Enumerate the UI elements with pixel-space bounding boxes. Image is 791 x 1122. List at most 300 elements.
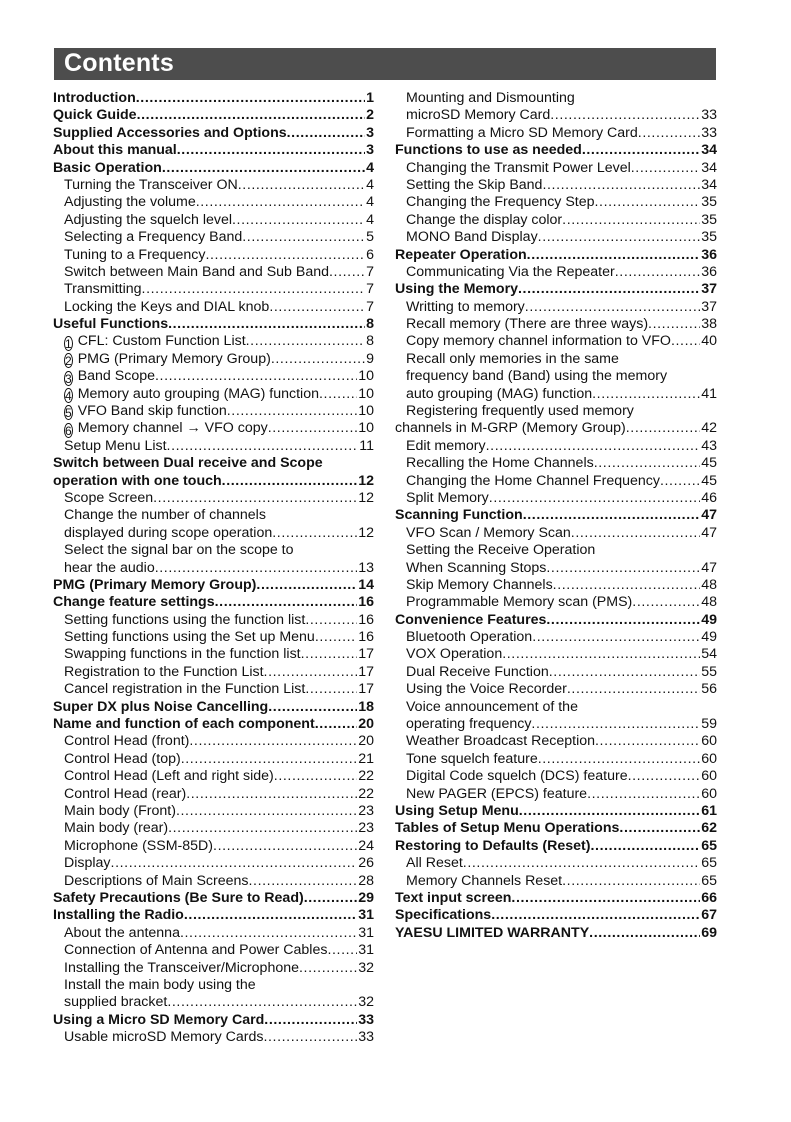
- toc-entry-page: 66: [701, 889, 717, 906]
- toc-entry-title: About this manual: [53, 142, 177, 159]
- toc-entry-title: Control Head (Left and right side): [64, 768, 274, 785]
- toc-entry-page: 16: [358, 594, 374, 611]
- toc-entry-title: auto grouping (MAG) function: [406, 385, 593, 402]
- contents-banner: [54, 48, 716, 80]
- toc-entry: [53, 542, 374, 559]
- toc-entry: [395, 125, 717, 142]
- toc-entry: [53, 873, 374, 890]
- toc-entry: [53, 855, 374, 872]
- toc-entry-page: 33: [358, 1011, 374, 1028]
- dot-leader: [287, 125, 365, 142]
- toc-entry-title: displayed during scope operation: [64, 524, 273, 541]
- toc-entry-page: 17: [358, 663, 374, 680]
- toc-entry: [53, 229, 374, 246]
- toc-entry: [53, 786, 374, 803]
- toc-entry-title: Scanning Function: [395, 507, 523, 524]
- toc-entry: [53, 107, 374, 124]
- toc-entry: [395, 455, 717, 472]
- toc-entry-page: 65: [701, 855, 717, 872]
- toc-entry: [53, 1029, 374, 1046]
- toc-entry-title: Using a Micro SD Memory Card: [53, 1011, 265, 1028]
- toc-entry-title: operation with one touch: [53, 472, 222, 489]
- dot-leader: [562, 212, 700, 229]
- toc-entry-title: Communicating Via the Repeater: [406, 263, 615, 280]
- circled-number-icon: 1: [65, 336, 72, 351]
- toc-entry-title: VFO Band skip function: [77, 403, 227, 420]
- dot-leader: [592, 386, 700, 403]
- toc-entry: [395, 473, 717, 490]
- toc-entry-title: About the antenna: [64, 924, 180, 941]
- toc-entry: [53, 351, 374, 368]
- toc-entry-page: 33: [701, 107, 717, 124]
- dot-leader: [523, 507, 701, 524]
- toc-entry-title: Convenience Features: [395, 611, 547, 628]
- toc-entry-title: Switch between Main Band and Sub Band: [64, 263, 330, 280]
- toc-entry-title: supplied bracket: [64, 994, 168, 1011]
- toc-entry: [53, 577, 374, 594]
- toc-entry-page: 11: [359, 437, 374, 454]
- toc-entry: [53, 942, 374, 959]
- toc-entry-page: 9: [366, 350, 374, 367]
- toc-entry: [53, 907, 374, 924]
- toc-entry-title: Memory Channels Reset: [406, 872, 563, 889]
- toc-entry: [53, 803, 374, 820]
- circled-number-icon: 5: [65, 406, 72, 421]
- dot-leader: [582, 142, 700, 159]
- dot-leader: [491, 907, 700, 924]
- toc-entry-title: Microphone (SSM-85D): [64, 837, 214, 854]
- toc-entry-title: VOX Operation: [406, 646, 503, 663]
- toc-entry-page: 14: [358, 576, 374, 593]
- dot-leader: [215, 594, 358, 611]
- toc-entry-page: 60: [701, 785, 717, 802]
- toc-entry: [395, 681, 717, 698]
- toc-entry: [395, 490, 717, 507]
- toc-entry: [395, 525, 717, 542]
- toc-entry: [395, 820, 717, 837]
- toc-entry-title: Weather Broadcast Reception: [406, 733, 596, 750]
- dot-leader: [213, 838, 357, 855]
- toc-entry-title: Control Head (front): [64, 733, 190, 750]
- toc-entry-page: 13: [358, 559, 374, 576]
- dot-leader: [268, 420, 358, 437]
- dot-leader: [567, 681, 700, 698]
- toc-entry: [53, 733, 374, 750]
- toc-entry: [53, 716, 374, 733]
- toc-entry-page: 48: [701, 594, 717, 611]
- toc-entry-page: 22: [358, 785, 374, 802]
- dot-leader: [268, 699, 357, 716]
- dot-leader: [595, 733, 700, 750]
- toc-entry: [395, 768, 717, 785]
- toc-entry-page: 10: [358, 368, 374, 385]
- toc-entry-title: All Reset: [406, 855, 463, 872]
- toc-entry-title: Dual Receive Function: [406, 663, 549, 680]
- toc-entry-title: Registration to the Function List: [64, 663, 264, 680]
- toc-entry-page: 12: [358, 472, 374, 489]
- toc-entry-page: 35: [701, 229, 717, 246]
- toc-entry-page: 1: [366, 89, 374, 106]
- dot-leader: [571, 525, 700, 542]
- toc-entry-title: YAESU LIMITED WARRANTY: [395, 924, 590, 941]
- toc-entry: [53, 455, 374, 472]
- toc-entry: [395, 925, 717, 942]
- toc-entry-title: Repeater Operation: [395, 246, 527, 263]
- toc-entry-page: 4: [366, 194, 374, 211]
- toc-entry: [53, 90, 374, 107]
- toc-entry: [395, 664, 717, 681]
- toc-entry: [395, 542, 717, 559]
- toc-entry-page: 33: [358, 1029, 374, 1046]
- dot-leader: [246, 333, 365, 350]
- toc-entry-title: Skip Memory Channels: [406, 576, 553, 593]
- toc-entry-title: Copy memory channel information to VFO: [406, 333, 671, 350]
- toc-entry: [53, 299, 374, 316]
- toc-entry: [53, 281, 374, 298]
- toc-entry-title: Descriptions of Main Screens: [64, 872, 249, 889]
- dot-leader: [264, 1012, 357, 1029]
- toc-entry-page: 18: [358, 698, 374, 715]
- toc-entry-page: 49: [701, 629, 717, 646]
- toc-entry: [53, 247, 374, 264]
- dot-leader: [531, 716, 700, 733]
- dot-leader: [111, 855, 358, 872]
- toc-entry-title: Install the main body using the: [64, 976, 256, 993]
- toc-entry-title: Tables of Setup Menu Operations: [395, 820, 620, 837]
- dot-leader: [619, 820, 700, 837]
- toc-entry-page: 10: [358, 403, 374, 420]
- dot-leader: [532, 629, 700, 646]
- toc-entry-page: 43: [701, 437, 717, 454]
- toc-entry-page: 47: [701, 559, 717, 576]
- toc-entry: [53, 403, 374, 420]
- dot-leader: [249, 873, 358, 890]
- toc-entry-page: 2: [366, 107, 374, 124]
- dot-leader: [155, 368, 357, 385]
- toc-entry-title: Changing the Frequency Step: [406, 194, 595, 211]
- dot-leader: [638, 125, 700, 142]
- toc-entry-title: Split Memory: [406, 489, 489, 506]
- toc-entry-page: 20: [358, 733, 374, 750]
- toc-entry-page: 41: [701, 385, 717, 402]
- dot-leader: [319, 386, 357, 403]
- toc-entry-title: Main body (rear): [64, 820, 169, 837]
- dot-leader: [615, 264, 700, 281]
- toc-entry: [395, 368, 717, 385]
- toc-entry-title: Connection of Antenna and Power Cables: [64, 942, 328, 959]
- toc-entry: [53, 925, 374, 942]
- toc-entry-title: Memory channel → VFO copy: [77, 420, 268, 437]
- toc-entry: [395, 803, 717, 820]
- dot-leader: [242, 229, 365, 246]
- toc-entry-page: 55: [701, 663, 717, 680]
- toc-entry-page: 36: [701, 263, 717, 280]
- toc-right-column: [395, 90, 717, 942]
- toc-entry: [53, 507, 374, 524]
- toc-entry: [395, 351, 717, 368]
- toc-entry-title: Memory auto grouping (MAG) function: [77, 385, 319, 402]
- toc-entry-title: Setting functions using the function list: [64, 611, 306, 628]
- toc-entry-title: Using the Voice Recorder: [406, 681, 567, 698]
- toc-entry: [53, 977, 374, 994]
- toc-entry-page: 42: [701, 420, 717, 437]
- dot-leader: [315, 629, 357, 646]
- toc-entry-page: 47: [701, 507, 717, 524]
- dot-leader: [299, 960, 357, 977]
- dot-leader: [153, 490, 357, 507]
- toc-entry: [395, 107, 717, 124]
- toc-entry: [395, 229, 717, 246]
- toc-entry: [395, 281, 717, 298]
- toc-entry: [395, 386, 717, 403]
- toc-entry-page: 28: [358, 872, 374, 889]
- toc-entry: [53, 490, 374, 507]
- toc-entry-page: 17: [358, 681, 374, 698]
- toc-entry-page: 17: [358, 646, 374, 663]
- dot-leader: [527, 247, 701, 264]
- dot-leader: [562, 873, 700, 890]
- toc-entry-title: Swapping functions in the function list: [64, 646, 301, 663]
- toc-entry-page: 29: [358, 889, 374, 906]
- toc-entry-title: Tone squelch feature: [406, 750, 538, 767]
- dot-leader: [136, 90, 365, 107]
- dot-leader: [546, 560, 700, 577]
- dot-leader: [305, 612, 357, 629]
- toc-entry-page: 32: [358, 994, 374, 1011]
- toc-entry-page: 4: [366, 159, 374, 176]
- toc-entry-title: Using Setup Menu: [395, 803, 519, 819]
- toc-entry-title: Cancel registration in the Function List: [64, 681, 306, 698]
- circled-number-icon: 2: [65, 354, 72, 369]
- toc-entry-page: 37: [701, 281, 717, 298]
- toc-entry-page: 26: [358, 855, 374, 872]
- toc-entry-title: Useful Functions: [53, 316, 169, 333]
- toc-entry: [53, 125, 374, 142]
- dot-leader: [315, 716, 358, 733]
- toc-entry-title: Programmable Memory scan (PMS): [406, 594, 633, 611]
- toc-entry-title: Setting the Skip Band: [406, 176, 543, 193]
- toc-entry-page: 45: [701, 472, 717, 489]
- toc-entry-page: 31: [358, 924, 374, 941]
- toc-entry-title: Setup Menu List: [64, 437, 167, 454]
- toc-entry-title: Recall memory (There are three ways): [406, 316, 649, 333]
- toc-entry-page: 21: [358, 750, 374, 767]
- toc-entry: [53, 160, 374, 177]
- toc-entry: [395, 855, 717, 872]
- toc-entry-page: 4: [366, 211, 374, 228]
- dot-leader: [274, 768, 357, 785]
- dot-leader: [189, 733, 357, 750]
- dot-leader: [327, 942, 357, 959]
- toc-entry: [53, 681, 374, 698]
- dot-leader: [542, 177, 700, 194]
- toc-entry-title: PMG (Primary Memory Group): [77, 350, 271, 367]
- circled-number-icon: 4: [65, 389, 72, 404]
- toc-entry-page: 34: [701, 159, 717, 176]
- toc-entry: [53, 820, 374, 837]
- dot-leader: [549, 664, 700, 681]
- toc-entry: [53, 142, 374, 159]
- toc-entry: [395, 890, 717, 907]
- toc-entry-page: 49: [701, 611, 717, 628]
- toc-entry: [53, 612, 374, 629]
- toc-entry: [53, 890, 374, 907]
- dot-leader: [272, 525, 357, 542]
- toc-entry-page: 12: [358, 489, 374, 506]
- toc-entry: [53, 368, 374, 385]
- toc-entry-title: Setting functions using the Set up Menu: [64, 629, 315, 646]
- dot-leader: [227, 403, 357, 420]
- toc-entry-title: Specifications: [395, 907, 492, 924]
- dot-leader: [205, 247, 365, 264]
- toc-entry: [395, 699, 717, 716]
- toc-entry-title: channels in M-GRP (Memory Group): [395, 420, 626, 437]
- toc-entry-title: Basic Operation: [53, 159, 162, 176]
- toc-entry: [395, 212, 717, 229]
- toc-entry-page: 3: [366, 142, 374, 159]
- dot-leader: [550, 107, 700, 124]
- dot-leader: [519, 803, 700, 820]
- toc-entry-title: MONO Band Display: [406, 229, 538, 246]
- dot-leader: [511, 890, 700, 907]
- dot-leader: [184, 907, 357, 924]
- toc-entry-page: 60: [701, 733, 717, 750]
- toc-entry-page: 35: [701, 194, 717, 211]
- toc-entry-title: Bluetooth Operation: [406, 629, 533, 646]
- toc-entry-title: Control Head (top): [64, 750, 181, 767]
- toc-entry: [395, 420, 717, 437]
- toc-entry-title: Selecting a Frequency Band: [64, 229, 243, 246]
- toc-entry-page: 65: [701, 872, 717, 889]
- toc-entry: [395, 333, 717, 350]
- toc-entry: [53, 473, 374, 490]
- toc-entry: [53, 177, 374, 194]
- toc-entry: [53, 212, 374, 229]
- toc-entry: [395, 194, 717, 211]
- toc-entry-title: Change the display color: [406, 211, 563, 228]
- dot-leader: [463, 855, 700, 872]
- toc-entry-title: Transmitting: [64, 281, 142, 298]
- toc-entry: [395, 838, 717, 855]
- toc-entry-title: Recalling the Home Channels: [406, 455, 594, 472]
- toc-entry-title: Changing the Home Channel Frequency: [406, 472, 660, 489]
- dot-leader: [553, 577, 701, 594]
- toc-entry-title: CFL: Custom Function List: [77, 333, 246, 350]
- dot-leader: [628, 768, 701, 785]
- toc-entry-page: 33: [701, 124, 717, 141]
- dot-leader: [177, 142, 365, 159]
- dot-leader: [232, 212, 365, 229]
- toc-entry-page: 5: [366, 229, 374, 246]
- toc-entry-title: Safety Precautions (Be Sure to Read): [53, 889, 304, 906]
- toc-entry: [53, 194, 374, 211]
- toc-entry-page: 31: [358, 907, 374, 924]
- dot-leader: [180, 925, 357, 942]
- dot-leader: [269, 299, 365, 316]
- dot-leader: [502, 646, 700, 663]
- page-title: Contents: [64, 49, 174, 77]
- toc-entry-title: Control Head (rear): [64, 785, 187, 802]
- toc-entry: [53, 420, 374, 437]
- toc-entry-title: When Scanning Stops: [406, 559, 547, 576]
- toc-entry: [53, 994, 374, 1011]
- dot-leader: [137, 107, 366, 124]
- dot-leader: [538, 751, 701, 768]
- toc-entry: [395, 177, 717, 194]
- toc-entry-page: 24: [358, 837, 374, 854]
- dot-leader: [186, 786, 357, 803]
- toc-entry-page: 10: [358, 385, 374, 402]
- toc-entry-page: 65: [701, 837, 717, 854]
- dot-leader: [271, 351, 365, 368]
- toc-entry-title: Changing the Transmit Power Level: [406, 159, 631, 176]
- toc-entry: [53, 838, 374, 855]
- dot-leader: [595, 194, 701, 211]
- toc-entry-page: 35: [701, 211, 717, 228]
- toc-entry: [53, 264, 374, 281]
- toc-entry-page: 46: [701, 489, 717, 506]
- toc-entry-title: Locking the Keys and DIAL knob: [64, 298, 270, 315]
- toc-entry: [395, 873, 717, 890]
- toc-entry: [53, 560, 374, 577]
- toc-entry-title: Recall only memories in the same: [406, 350, 619, 367]
- toc-entry-title: Restoring to Defaults (Reset): [395, 837, 591, 854]
- toc-entry-title: New PAGER (EPCS) feature: [406, 785, 588, 802]
- dot-leader: [518, 281, 700, 298]
- dot-leader: [168, 820, 357, 837]
- toc-entry-page: 7: [366, 281, 374, 298]
- dot-leader: [304, 890, 358, 907]
- toc-entry: [395, 438, 717, 455]
- toc-entry-page: 34: [701, 176, 717, 193]
- toc-entry-title: microSD Memory Card: [406, 107, 551, 124]
- toc-entry-title: Installing the Radio: [53, 907, 184, 924]
- toc-entry-title: Digital Code squelch (DCS) feature: [406, 768, 628, 785]
- toc-entry: [53, 960, 374, 977]
- toc-entry-page: 36: [701, 246, 717, 263]
- toc-entry-title: Super DX plus Noise Cancelling: [53, 698, 269, 715]
- toc-entry: [395, 629, 717, 646]
- toc-entry-page: 8: [366, 316, 374, 333]
- dot-leader: [538, 229, 701, 246]
- dot-leader: [168, 316, 365, 333]
- toc-entry-title: Writting to memory: [406, 298, 525, 315]
- dot-leader: [632, 594, 700, 611]
- toc-entry-title: Formatting a Micro SD Memory Card: [406, 124, 638, 141]
- toc-entry: [53, 594, 374, 611]
- toc-entry-title: Edit memory: [406, 437, 486, 454]
- dot-leader: [486, 438, 701, 455]
- toc-entry: [53, 768, 374, 785]
- toc-entry-title: Introduction: [53, 89, 136, 106]
- dot-leader: [162, 160, 365, 177]
- toc-entry: [395, 90, 717, 107]
- toc-entry-page: 20: [358, 716, 374, 733]
- toc-entry-page: 59: [701, 716, 717, 733]
- toc-entry-title: Quick Guide: [53, 107, 137, 124]
- dot-leader: [167, 994, 357, 1011]
- dot-leader: [222, 473, 358, 490]
- dot-leader: [489, 490, 700, 507]
- toc-entry: [53, 647, 374, 664]
- toc-entry-title: Main body (Front): [64, 803, 176, 819]
- toc-entry: [395, 751, 717, 768]
- toc-entry-page: 60: [701, 768, 717, 785]
- toc-entry-title: VFO Scan / Memory Scan: [406, 524, 571, 541]
- dot-leader: [660, 473, 700, 490]
- toc-entry-page: 31: [358, 942, 374, 959]
- toc-entry: [395, 907, 717, 924]
